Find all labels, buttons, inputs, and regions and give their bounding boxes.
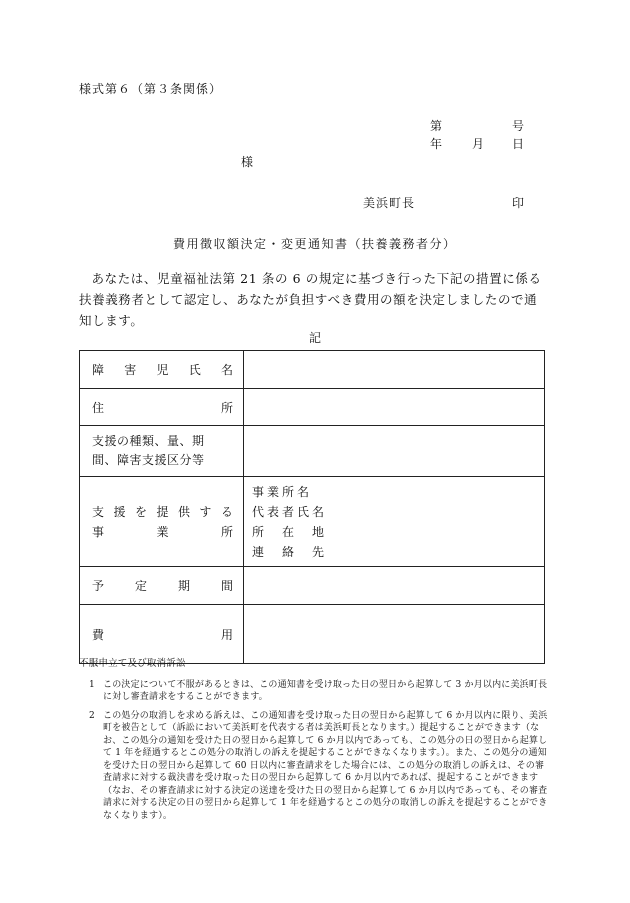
notes-heading: 不服申立て及び取消訴訟 [79, 658, 186, 669]
note-text: この処分の取消しを求める訴えは、この通知書を受け取った日の翌日から起算して 6 か月以内に限り、美浜町を被告として（訴訟において美浜町を代表する者は美浜町長となります。）提起することができます（なお、この処分の通知を受けた日の翌日から起算して 6 か月以内であっても、この処分の日の翌日から起算して 1 年を経過するとこの処分の取消しの訴えを提起することができなくなります。）。また、この処分の通知を受けた日の翌日から起算して 60 日以内に審査請求をした場合には、この処分の取消しの訴えは、その審査請求に対する裁決書を受け取った日の翌日から起算して 6 か月以内であれば、提起することができます（なお、その審査請求に対する決定の送達を受けた日の翌日から起算して 6 か月以内であっても、その審査請求に対する決定の日の翌日から起算して 1 年を経過するとこの処分の取消しの訴えを提起することができなくなります）。 [103, 710, 548, 821]
label-char: 業 [156, 524, 169, 539]
addressee-suffix: 様 [241, 155, 254, 169]
details-table [79, 350, 545, 664]
value-provider [244, 477, 545, 567]
document-title: 費用徴収額決定・変更通知書（扶養義務者分） [173, 237, 457, 251]
label-line: 支援の種類、量、期 [92, 434, 205, 448]
value-support-type [244, 426, 545, 477]
row-cost [80, 605, 545, 664]
label-child-name [80, 351, 244, 389]
note-item-1 [79, 679, 549, 704]
label-char: を [134, 504, 147, 519]
note-number: 2 [89, 710, 95, 721]
label-address [80, 389, 244, 426]
label-char: る [220, 504, 233, 519]
label-char: 障 [92, 363, 105, 377]
row-child-name [80, 351, 545, 389]
label-char: 供 [177, 504, 190, 519]
label-char: 援 [113, 504, 126, 519]
notes-section [79, 658, 549, 822]
seal-mark: 印 [512, 196, 525, 210]
label-char: 住 [92, 400, 105, 415]
issuer-name: 美浜町長 [363, 196, 416, 210]
label-char: 害 [124, 363, 137, 377]
label-char: 名 [220, 363, 233, 377]
row-provider [80, 477, 545, 567]
label-cost [80, 605, 244, 664]
label-char: 予 [92, 579, 105, 593]
label-char: 所 [220, 524, 233, 539]
label-char: す [199, 504, 212, 519]
row-period [80, 567, 545, 605]
row-address [80, 389, 545, 426]
label-char: 定 [134, 579, 147, 593]
value-period [244, 567, 545, 605]
label-char: 提 [156, 504, 169, 519]
label-char: 用 [220, 627, 233, 642]
doc-number-prefix: 第 [430, 119, 443, 133]
label-char: 所 [220, 400, 233, 415]
provider-rep-label: 代表者氏名 [252, 504, 328, 519]
label-period [80, 567, 244, 605]
label-char: 氏 [188, 363, 201, 377]
date-day: 日 [512, 137, 525, 151]
note-text: この決定について不服があるときは、この通知書を受け取った日の翌日から起算して 3 か月以内に美浜町長に対し審査請求をすることができます。 [103, 679, 548, 702]
label-char: 支 [92, 504, 105, 519]
note-number: 1 [89, 679, 95, 690]
value-cost [244, 605, 545, 664]
date-month: 月 [472, 137, 485, 151]
label-char: 費 [92, 627, 105, 642]
note-item-2 [79, 710, 549, 823]
label-provider [80, 477, 244, 567]
label-char: 期 [177, 579, 190, 593]
provider-contact-label: 連 絡 先 [252, 544, 328, 559]
label-char: 児 [156, 363, 169, 377]
label-support-type [80, 426, 244, 477]
doc-number-suffix: 号 [512, 119, 525, 133]
label-char: 間 [220, 579, 233, 593]
body-paragraph: あなたは、児童福祉法第 21 条の 6 の規定に基づき行った下記の措置に係る扶養義務者として認定し、あなたが負担すべき費用の額を決定しましたので通知します。 [79, 271, 542, 328]
date-year: 年 [430, 137, 443, 151]
provider-location-label: 所 在 地 [252, 524, 328, 539]
form-number: 様式第６（第３条関係） [79, 82, 223, 96]
provider-name-label: 事業所名 [252, 484, 313, 499]
ki-mark: 記 [309, 331, 322, 345]
label-char: 事 [92, 524, 105, 539]
value-child-name [244, 351, 545, 389]
row-support-type [80, 426, 545, 477]
value-address [244, 389, 545, 426]
label-line: 間、障害支援区分等 [92, 453, 205, 467]
